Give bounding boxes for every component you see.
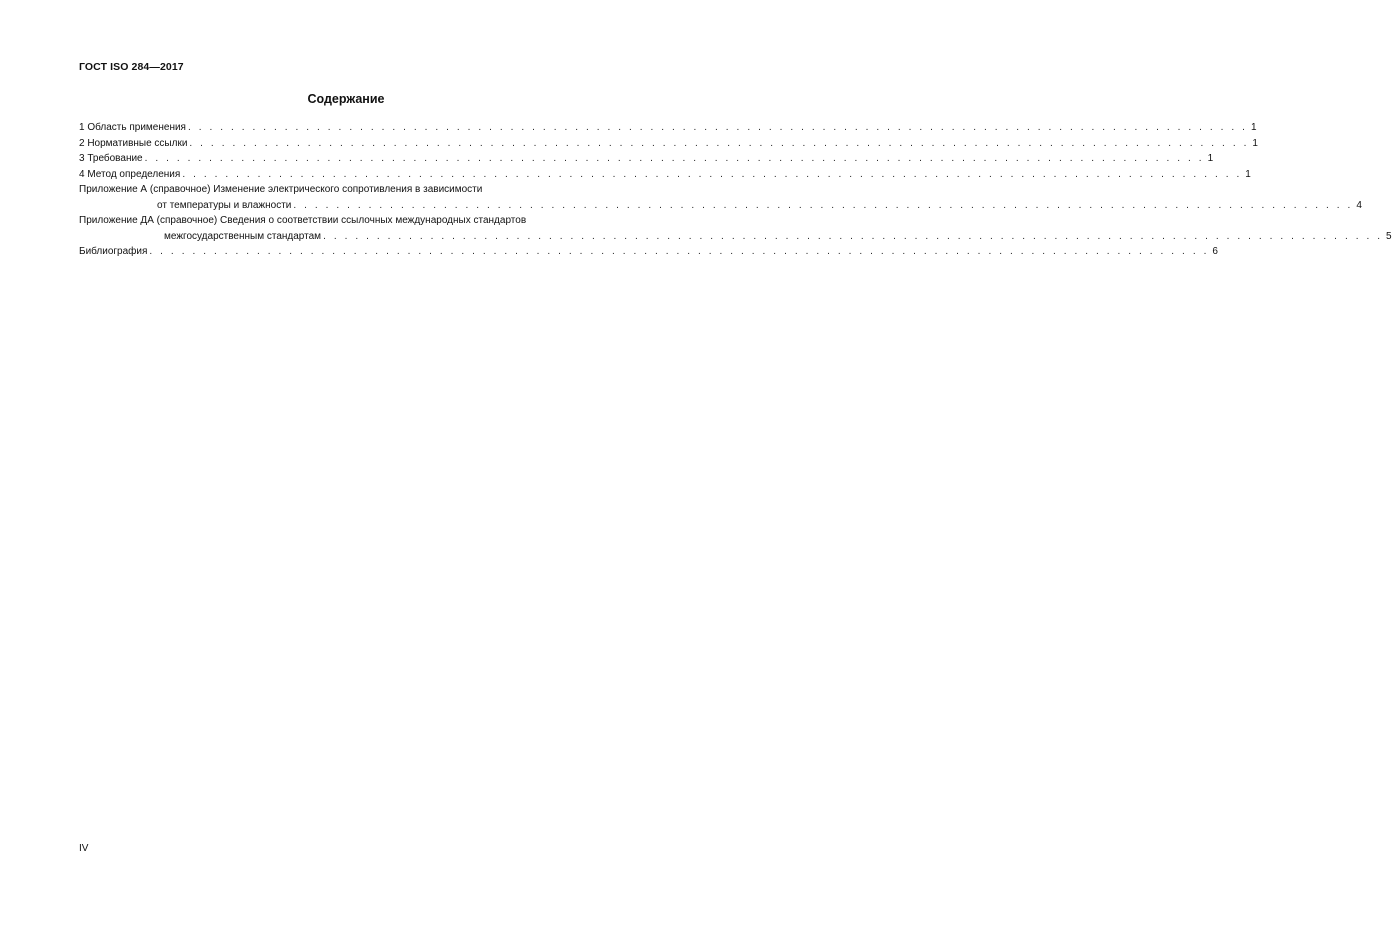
toc-entry-title-continuation: от температуры и влажности [157, 199, 292, 211]
toc-entry-appendix-da[interactable] [79, 213, 1392, 244]
toc-entry-title: Приложение А (справочное) Изменение электрического сопротивления в зависимости [79, 184, 483, 195]
toc-leader-dots: . . . . . . . . . . . . . . . . . . . . . . . . . . . . . . . . . . . . . . . . . . . . . . . . . . . . . . . . . . . . . . . . . . . . . . . . . . . . . . . . . . . . . . . . . . . . . . . . . . . [323, 230, 1383, 242]
toc-entry-title: 1 Область применения [79, 122, 186, 133]
toc-entry[interactable] [79, 136, 1258, 152]
toc-entry-page: 4 [1356, 199, 1362, 211]
toc-entry-title-continuation: межгосударственным стандартам [164, 230, 322, 242]
toc-entry-page: 5 [1386, 230, 1392, 242]
toc-entry-bibliography[interactable] [79, 244, 1218, 260]
toc-entry-page: 1 [1252, 137, 1258, 149]
toc-leader-dots: . . . . . . . . . . . . . . . . . . . . . . . . . . . . . . . . . . . . . . . . . . . . . . . . . . . . . . . . . . . . . . . . . . . . . . . . . . . . . . . . . . . . . . . . . . . . . . . . . . . [144, 153, 1205, 164]
toc-entry-title: Приложение ДА (справочное) Сведения о соответствии ссылочных международных стандартов [79, 215, 527, 226]
toc-entry-title: 2 Нормативные ссылки [79, 137, 188, 149]
toc-entry-title: 4 Метод определения [79, 168, 181, 180]
toc-entry-appendix-a[interactable] [79, 182, 1362, 213]
toc-leader-dots: . . . . . . . . . . . . . . . . . . . . . . . . . . . . . . . . . . . . . . . . . . . . . . . . . . . . . . . . . . . . . . . . . . . . . . . . . . . . . . . . . . . . . . . . . . . . . . . . . . . [293, 199, 1353, 211]
toc-title: Содержание [307, 92, 385, 106]
toc-entry[interactable] [79, 151, 1214, 167]
toc-leader-dots: . . . . . . . . . . . . . . . . . . . . . . . . . . . . . . . . . . . . . . . . . . . . . . . . . . . . . . . . . . . . . . . . . . . . . . . . . . . . . . . . . . . . . . . . . . . . . . . . . . . [187, 122, 1248, 133]
table-of-contents [79, 120, 1392, 260]
document-code: ГОСТ ISO 284—2017 [79, 61, 184, 73]
toc-entry-page: 1 [1245, 168, 1251, 180]
toc-entry[interactable] [79, 120, 1257, 136]
toc-entry-page: 1 [1207, 153, 1214, 164]
toc-entry-page: 1 [1250, 122, 1257, 133]
toc-entry-title: Библиография [79, 246, 148, 257]
toc-leader-dots: . . . . . . . . . . . . . . . . . . . . . . . . . . . . . . . . . . . . . . . . . . . . . . . . . . . . . . . . . . . . . . . . . . . . . . . . . . . . . . . . . . . . . . . . . . . . . . . . . . . [182, 168, 1242, 180]
toc-entry-page: 6 [1212, 246, 1218, 257]
toc-entry[interactable] [79, 167, 1251, 183]
toc-leader-dots: . . . . . . . . . . . . . . . . . . . . . . . . . . . . . . . . . . . . . . . . . . . . . . . . . . . . . . . . . . . . . . . . . . . . . . . . . . . . . . . . . . . . . . . . . . . . . . . . . . . [189, 137, 1249, 149]
toc-leader-dots: . . . . . . . . . . . . . . . . . . . . . . . . . . . . . . . . . . . . . . . . . . . . . . . . . . . . . . . . . . . . . . . . . . . . . . . . . . . . . . . . . . . . . . . . . . . . . . . . . . . [149, 246, 1209, 257]
toc-entry-title: 3 Требование [79, 153, 143, 164]
page-number: IV [79, 843, 89, 854]
